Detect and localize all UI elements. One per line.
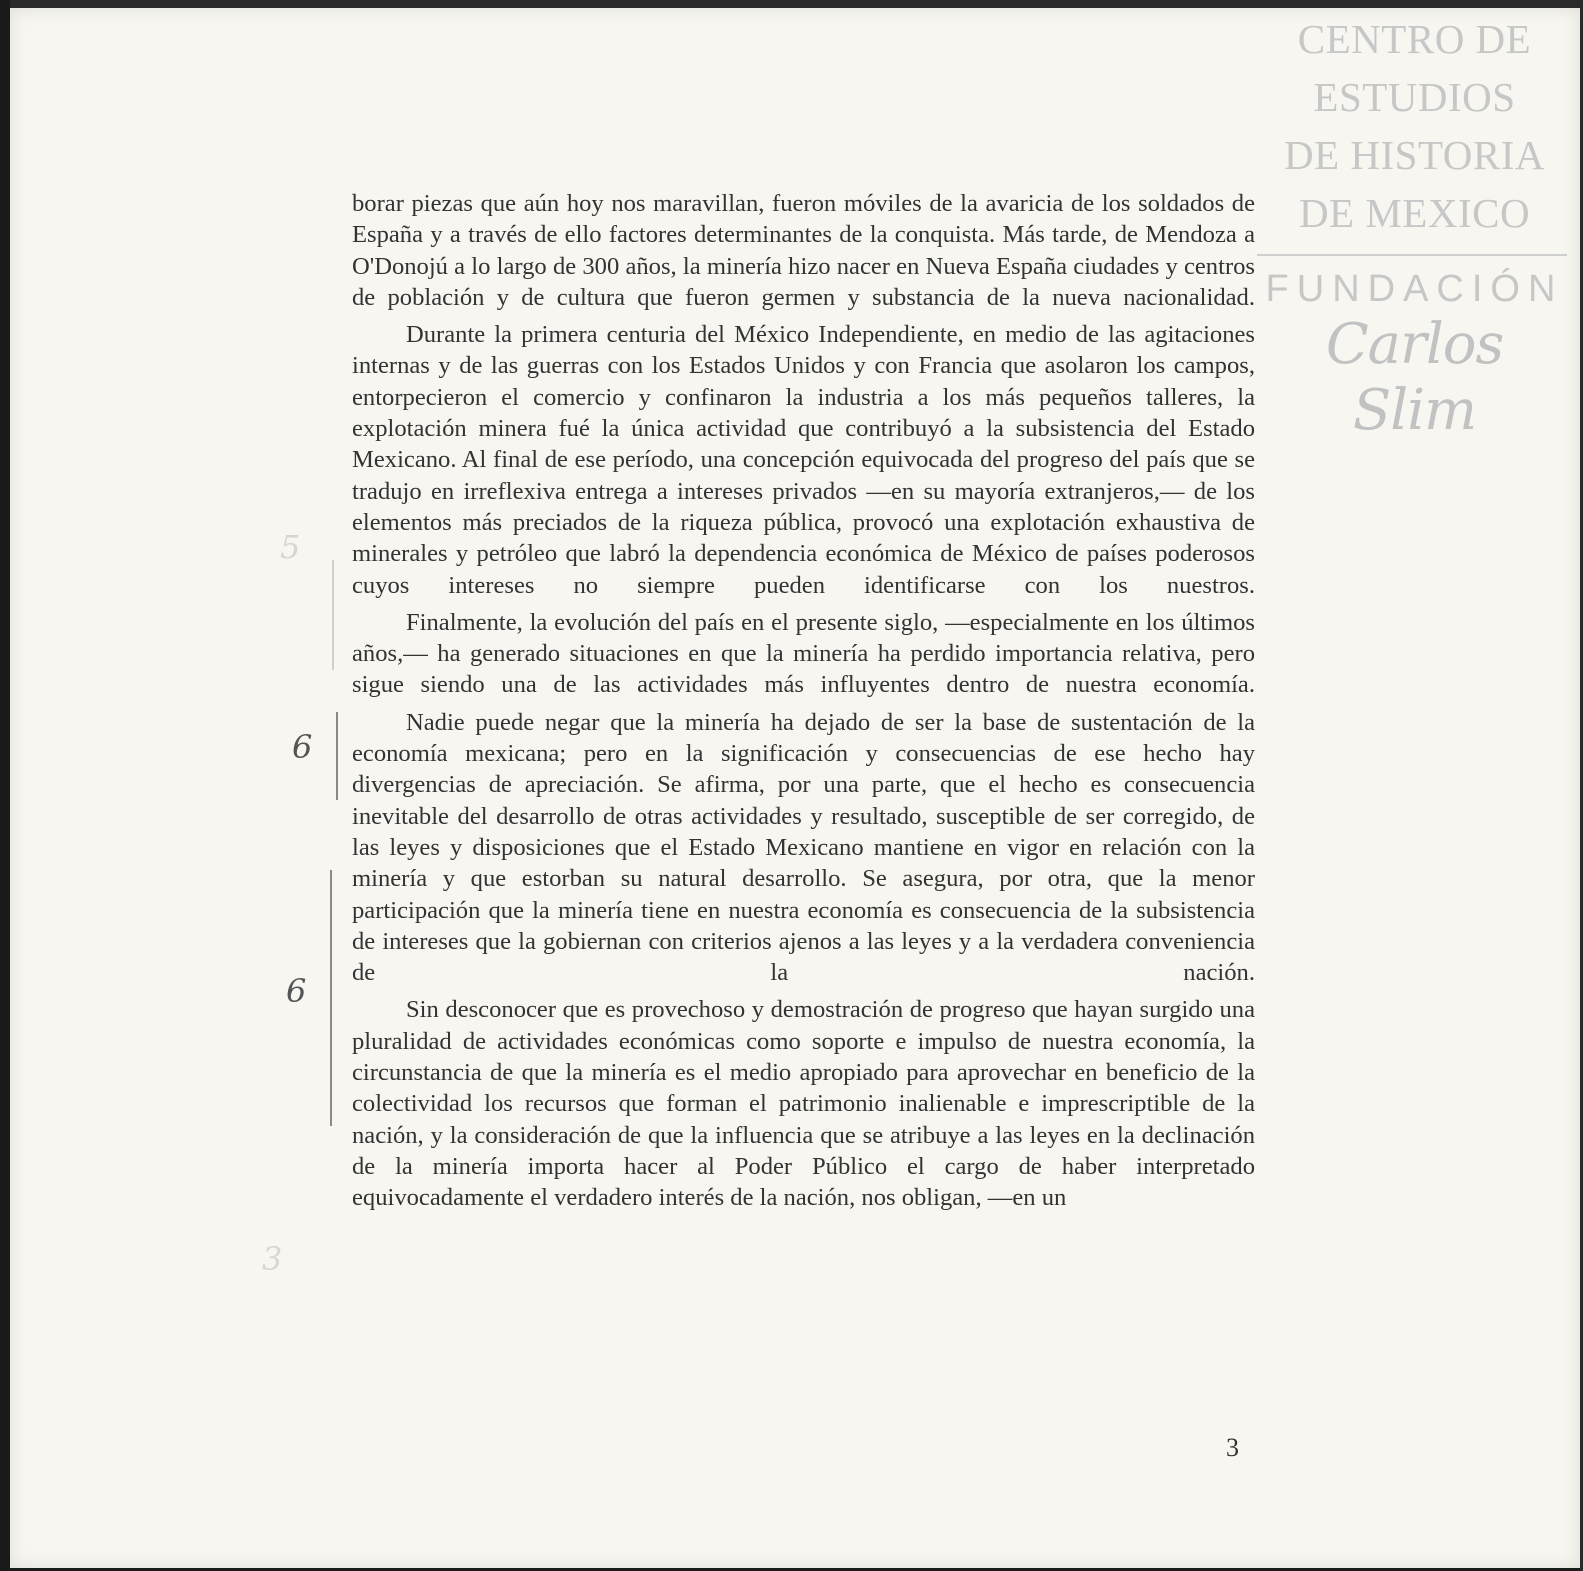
- margin-bar-c: [330, 870, 332, 1126]
- paragraph-4: Nadie puede negar que la minería ha dejado de ser la base de sustentación de la economía mexicana; pero en la significación y consecuencias de ese hecho hay divergencias de apreciación. Se afirma, por una parte, que el hecho es consecuencia inevitable del desarrollo de otras actividades y resultado, susceptible de ser corregido, de las leyes y disposiciones que el Estado Mexicano mantiene en vigor en relación con la minería y que estorban su natural desarrollo. Se asegura, por otra, que la menor participación que la minería tiene en nuestra economía es consecuencia de la subsistencia de intereses que la gobiernan con criterios ajenos a las leyes y a la verdadera conveniencia de la nación.: [352, 708, 1255, 987]
- watermark-divider: [1257, 254, 1567, 256]
- watermark-signature: Carlos Slim: [1325, 312, 1504, 443]
- scan-edge-top: [0, 0, 1583, 8]
- margin-bar-a: [332, 560, 334, 670]
- watermark-fundacion: FUNDACIÓN: [1265, 268, 1564, 310]
- paragraph-1: borar piezas que aún hoy nos maravillan, fueron móviles de la avaricia de los soldados de España y a través de ello factores determinantes de la conquista. Más tarde, de Mendoza a O'Donojú a lo largo de 300 años, la minería hizo nacer en Nueva España ciudades y centros de población y de cultura que fueron germen y substancia de la nueva nacionalidad.: [352, 190, 1255, 311]
- scan-edge-left: [0, 0, 10, 1571]
- watermark-line-4: DE MEXICO: [1298, 190, 1531, 236]
- paragraph-2: Durante la primera centuria del México Independiente, en medio de las agitaciones internas y de las guerras con los Estados Unidos y con Francia que asolaron los campos, entorpecieron el comercio y confinaron la industria a los más pequeños talleres, la explotación minera fué la única actividad que contribuyó a la subsistencia del Estado Mexicano. Al final de ese período, una concepción equivocada del progreso del país que se tradujo en irreflexiva entrega a intereses privados —en su mayoría extranjeros,— de los elementos más preciados de la riqueza pública, provocó una explotación exhaustiva de minerales y petróleo que labró la dependencia económica de México de países poderosos cuyos intereses no siempre pueden identificarse con los nuestros.: [352, 321, 1255, 599]
- paragraph-3: Finalmente, la evolución del país en el presente siglo, —especialmente en los últimos años,— ha generado situaciones en que la minería ha perdido importancia relativa, pero sigue siendo una de las actividades más influyentes dentro de nuestra economía.: [352, 608, 1255, 699]
- margin-mark-a: 5: [280, 528, 301, 566]
- watermark-line-1: CENTRO DE: [1297, 16, 1532, 62]
- watermark-line-3: DE HISTORIA: [1284, 132, 1545, 178]
- margin-mark-c: 6: [286, 972, 307, 1010]
- page-number: 3: [1226, 1433, 1239, 1462]
- paragraph-5: Sin desconocer que es provechoso y demostración de progreso que hayan surgido una pluralidad de actividades económicas como soporte e impulso de nuestra economía, la circunstancia de que la minería es el medio apropiado para aprovechar en beneficio de la colectividad los recursos que forman el patrimonio inalienable e imprescriptible de la nación, y la consideración de que la influencia que se atribuye a las leyes en la declinación de la minería importa hacer al Poder Público el cargo de haber interpretado equivocadamente el verdadero interés de la nación, nos obligan, —en un: [352, 996, 1255, 1212]
- document-body: [352, 188, 1255, 1220]
- watermark-line-2: ESTUDIOS: [1313, 74, 1516, 120]
- margin-mark-b: 6: [292, 728, 313, 766]
- archive-watermark: [1262, 10, 1567, 444]
- margin-bar-b: [336, 712, 338, 800]
- margin-mark-d: 3: [262, 1240, 283, 1278]
